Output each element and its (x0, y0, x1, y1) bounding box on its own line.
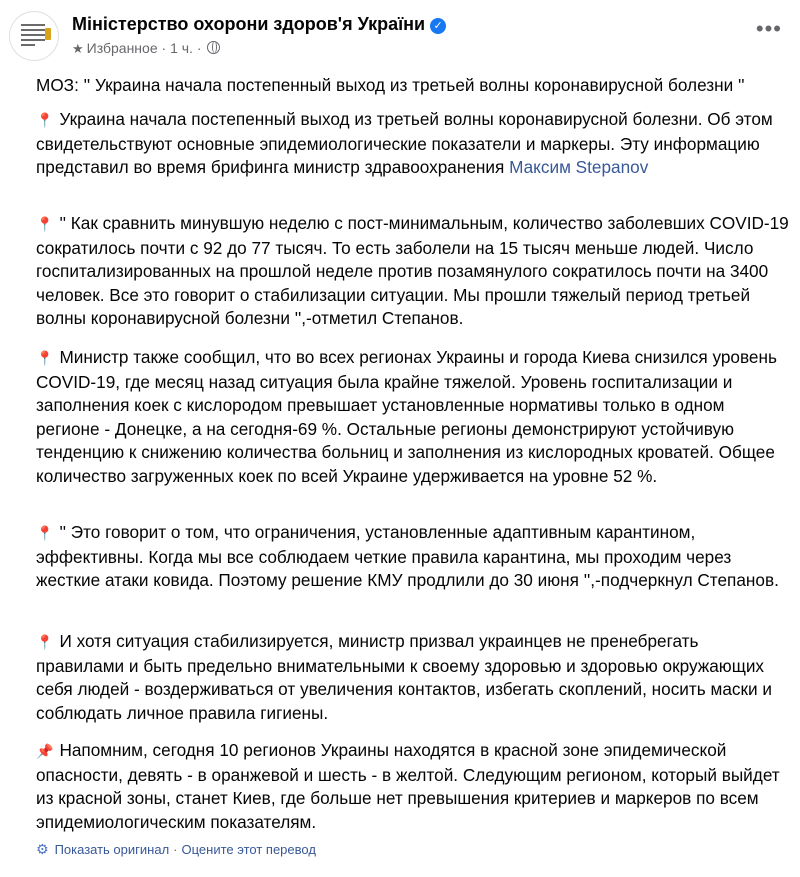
paragraph-text: И хотя ситуация стабилизируется, министр призвал украинцев не пренебрегать правилами и быть предельно внимательными к своему здоровью и здоровью окружающих себя людей - воздерживаться от увеличения контактов, избегать скоплений, носить маски и соблюдать личное правила гигиены. (36, 631, 772, 723)
meta-separator: · (161, 40, 167, 56)
page-name-link[interactable] (72, 14, 446, 35)
pin-icon: 📍 (36, 350, 54, 366)
meta-separator: · (196, 40, 202, 56)
post-paragraph (36, 739, 790, 834)
translation-footer (36, 841, 316, 858)
footer-separator: · (173, 842, 178, 857)
rate-translation-link[interactable]: Оцените этот перевод (181, 842, 316, 857)
post-meta (72, 40, 220, 57)
post-paragraph (36, 521, 790, 593)
post-paragraph (36, 630, 790, 725)
paragraph-text: Министр также сообщил, что во всех регионах Украины и города Киева снизился уровень COVID-19, где месяц назад ситуация была крайне тяжелой. Уровень госпитализации и заполнения коек с кислородом превышает установленные нормативы только в одном регионе - Донецке, а на сегодня-69 %. Остальные регионы демонстрируют устойчивую тенденцию к снижению количества больниц и заполнения из кислородных кроватей. Общее количество загруженных коек по всей Украине удерживается на уровне 52 %. (36, 347, 777, 486)
favorites-label: Избранное (86, 40, 158, 56)
more-options-icon[interactable]: ••• (755, 16, 782, 41)
post-paragraph (36, 108, 790, 180)
ministry-logo (21, 24, 45, 49)
trident-icon (45, 28, 51, 40)
paragraph-text: Напомним, сегодня 10 регионов Украины находятся в красной зоне эпидемической опасности, девять - в оранжевой и шесть - в желтой. Следующим регионом, который выйдет из красной зоны, станет Киев, где больше нет превышения критериев и маркеров по всем эпидемиологическим показателям. (36, 740, 780, 832)
post-paragraph (36, 346, 790, 488)
paragraph-text: Украина начала постепенный выход из третьей волны коронавирусной болезни. Об этом свидетельствуют основные эпидемиологические показатели и маркеры. Эту информацию представил во время брифинга министр здравоохранения (36, 109, 773, 177)
gear-icon: ⚙ (36, 841, 49, 857)
pushpin-icon: 📌 (36, 743, 54, 759)
page-name[interactable]: Міністерство охорони здоров'я України (72, 14, 426, 34)
pin-icon: 📍 (36, 525, 54, 541)
page-avatar[interactable] (9, 11, 59, 61)
globe-icon[interactable] (207, 41, 220, 54)
minister-link[interactable]: Максим Stepanov (509, 157, 649, 177)
post-time[interactable]: 1 ч. (170, 40, 193, 56)
verified-badge-icon: ✓ (430, 18, 446, 34)
show-original-link[interactable]: Показать оригинал (54, 842, 170, 857)
post-title-line: МОЗ: '' Украина начала постепенный выход из третьей волны коронавирусной болезни '' (36, 75, 745, 95)
star-icon: ★ (72, 41, 84, 56)
paragraph-text: '' Это говорит о том, что ограничения, установленные адаптивным карантином, эффективны. Когда мы все соблюдаем четкие правила карантина, мы проходим через жесткие атаки ковида. Поэтому решение КМУ продлили до 30 июня '',-подчеркнул Степанов. (36, 522, 779, 590)
pin-icon: 📍 (36, 634, 54, 650)
pin-icon: 📍 (36, 112, 54, 128)
pin-icon: 📍 (36, 216, 54, 232)
paragraph-text: '' Как сравнить минувшую неделю с пост-минимальным, количество заболевших COVID-19 сократилось почти с 92 до 77 тысяч. То есть заболели на 15 тысяч меньше людей. Число госпитализированных на прошлой неделе против позамянулого сократилось почти на 3400 человек. Все это говорит о стабилизации ситуации. Мы прошли тяжелый период третьей волны коронавирусной болезни '',-отметил Степанов. (36, 213, 789, 328)
post-header (0, 0, 800, 70)
post-paragraph (36, 212, 790, 331)
